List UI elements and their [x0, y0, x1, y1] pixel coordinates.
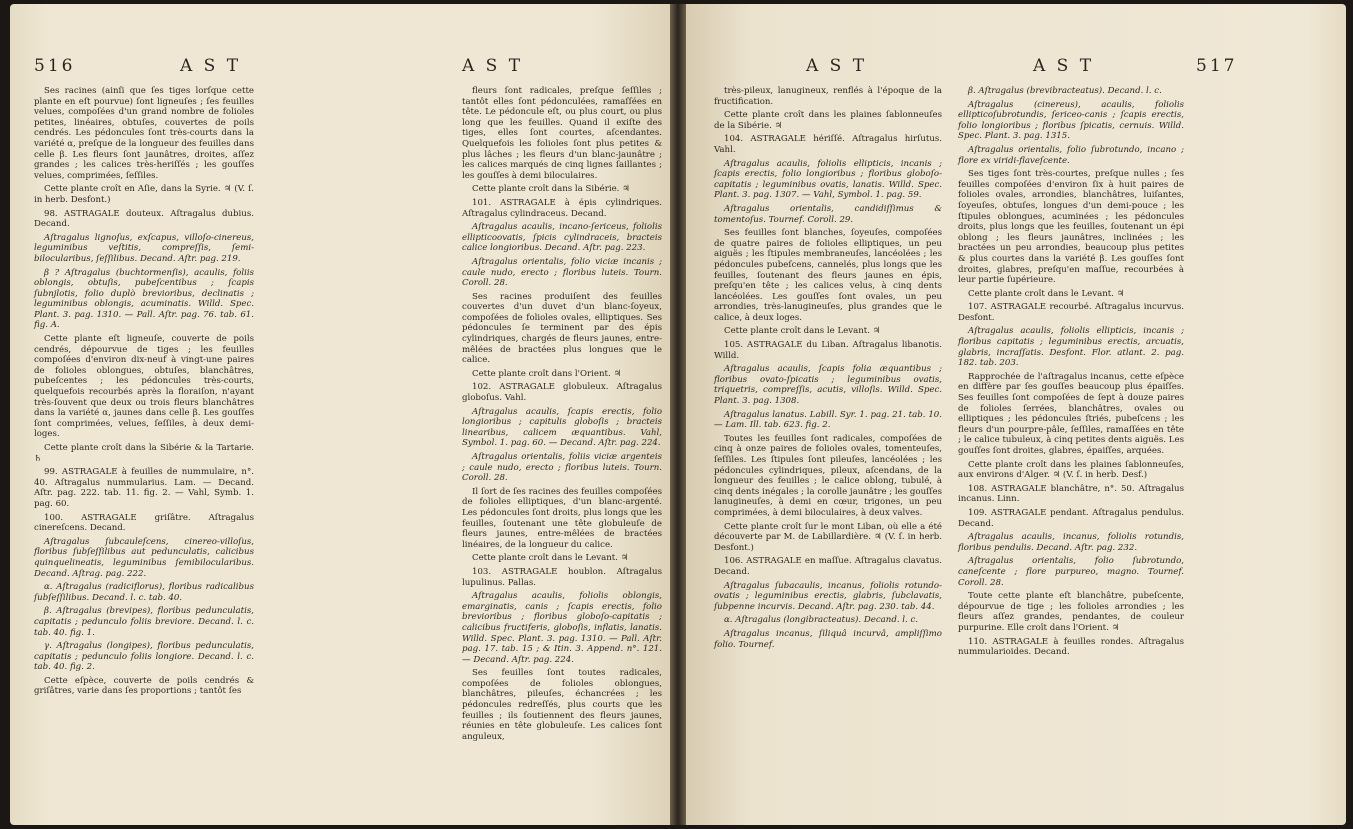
text-paragraph: Aſtragalus acaulis, ſcapis folia æquantibus ; floribus ovato-ſpicatis ; leguminibus ovatis, triquetris, compreſſis, acutis, villoſis. Willd. Spec. Plant. 3. pag. 1308. — [714, 364, 942, 407]
left-column-1 — [34, 86, 254, 700]
text-paragraph: Aſtragalus acaulis, incanus, foliolis rotundis, floribus pendulis. Decand. Aſtr. pag. 232. — [958, 532, 1184, 553]
text-paragraph: 103. ASTRAGALE houblon. Aſtragalus lupulinus. Pallas. — [462, 566, 662, 588]
text-paragraph: Cette plante croît dans la Sibérie & la Tartarie. ♄ — [34, 443, 254, 464]
text-paragraph: 107. ASTRAGALE recourbé. Aſtragalus incurvus. Desfont. — [958, 302, 1184, 323]
text-paragraph: Aſtragalus acaulis, incano-ſericeus, foliolis ellipticoovatis, ſpicis cylindraceis, bracteis calice longioribus. Decand. Aſtr. pag. 223. — [462, 222, 662, 254]
page-number-left: 516 — [34, 56, 76, 76]
text-paragraph: Aſtragalus incanus, ſiliquâ incurvâ, ampliſſimo folio. Tournef. — [714, 628, 942, 650]
text-paragraph: Aſtragalus orientalis, candidiſſimus & tomentoſus. Tournef. Coroll. 29. — [714, 203, 942, 225]
right-column-1 — [714, 86, 942, 653]
book-spread — [10, 4, 1346, 825]
text-paragraph: 109. ASTRAGALE pendant. Aſtragalus pendulus. Decand. — [958, 507, 1184, 529]
running-head-left-2: A S T — [462, 56, 524, 76]
text-paragraph: Aſtragalus ſubacaulis, incanus, foliolis rotundo-ovatis ; leguminibus erectis, glabris, ſubclavatis, ſubpenne incurvis. Decand. Aſtr. pag. 230. tab. 44. — [714, 580, 942, 612]
text-paragraph: Aſtragalus acaulis, foliolis ellipticis, incanis ; ſcapis erectis, folio longioribus ; floribus globoſo-capitatis ; leguminibus ovatis, lanatis. Willd. Spec. Plant. 3. pag. 1307. — Vahl, Symbol. 1. pag. 59. — [714, 158, 942, 201]
text-paragraph: Cette eſpèce, couverte de poils cendrés & griſâtres, varie dans ſes proportions ; tantôt ſes — [34, 675, 254, 697]
text-paragraph: Cette plante croît dans l'Orient. ♃ — [472, 368, 622, 379]
page-number-right: 517 — [1196, 56, 1238, 76]
text-paragraph: 104. ASTRAGALE hériſſé. Aſtragalus hirſutus. Vahl. — [714, 134, 942, 155]
text-paragraph: Ses racines (ainſi que ſes tiges lorſque cette plante en eſt pourvue) ſont ligneuſes ; ſes feuilles velues, compoſées d'un grand nombre de folioles petites, linéaires, obtuſes, couvertes de poils cendrés. Les pédoncules ſont très-courts dans la variété α, preſque de la longueur des feuilles dans celle β. Les fleurs ſont jaunâtres, droites, aſſez grandes ; les calices très-heriſſés ; les gouſſes velues, comprimées, ſeſſiles. — [34, 86, 254, 181]
text-paragraph: Aſtragalus orientalis, folio ſubrotundo, caneſcente ; flore purpureo, magno. Tournef. Coroll. 28. — [958, 556, 1184, 588]
text-paragraph: α. Aſtragalus (radiciflorus), floribus radicalibus ſubſeſſilibus. Decand. l. c. tab. 40. — [34, 582, 254, 603]
text-paragraph: Aſtragalus acaulis, foliolis oblongis, emarginatis, canis ; ſcapis erectis, folio brevioribus ; floribus globoſo-capitatis ; calicibus fructiferis, globoſis, inflatis, lanatis. Willd. Spec. Plant. 3. pag. 1310. — Pall. Aſtr. pag. 17. tab. 15 ; & Itin. 3. Append. n°. 121. — Decand. Aſtr. pag. 224. — [462, 591, 662, 665]
text-paragraph: 110. ASTRAGALE à feuilles rondes. Aſtragalus nummularioides. Decand. — [958, 636, 1184, 658]
text-paragraph: 98. ASTRAGALE douteux. Aſtragalus dubius. Decand. — [34, 208, 254, 230]
text-paragraph: γ. Aſtragalus (longipes), floribus pedunculatis, capitatis ; pedunculo foliis longiore. Decand. l. c. tab. 40. fig. 2. — [34, 641, 254, 673]
text-paragraph: Aſtragalus lanatus. Labill. Syr. 1. pag. 21. tab. 10. — Lam. Ill. tab. 623. fig. 2. — [714, 409, 942, 431]
text-paragraph: 102. ASTRAGALE globuleux. Aſtragalus globoſus. Vahl. — [462, 382, 662, 404]
text-paragraph: Aſtragalus orientalis, foliis viciæ argenteis ; caule nudo, erecto ; floribus luteis. Tourn. Coroll. 28. — [462, 452, 662, 484]
text-paragraph: β. Aſtragalus (brevipes), floribus pedunculatis, capitatis ; pedunculo foliis breviore. Decand. l. c. tab. 40. fig. 1. — [34, 606, 254, 638]
text-paragraph: 101. ASTRAGALE à épis cylindriques. Aſtragalus cylindraceus. Decand. — [462, 197, 662, 219]
text-paragraph: Cette plante croît dans le Levant. ♃ — [472, 553, 629, 564]
text-paragraph: Cette plante eſt ligneuſe, couverte de poils cendrés, dépourvue de tiges ; les feuilles compoſées d'environ dix-neuf à vingt-une paires de folioles oblongues, obtuſes, blanchâtres, pubeſcentes ; les pédoncules très-courts, quelquefois recourbés après la floraiſon, n'ayant très-ſouvent que deux ou trois fleurs blanchâtres dans la variété α, jaunes dans celle β. Les gouſſes ſont comprimées, velues, ſeſſiles, à deux demi-loges. — [34, 334, 254, 440]
running-head-right-1: A S T — [806, 56, 868, 76]
right-column-2 — [958, 86, 1184, 661]
left-page-header — [10, 56, 670, 80]
running-head-right-2: A S T — [1033, 56, 1095, 76]
text-paragraph: α. Aſtragalus (longibracteatus). Decand. l. c. — [724, 615, 919, 626]
left-column-2 — [462, 86, 662, 745]
text-paragraph: Ses racines produiſent des feuilles couvertes d'un duvet d'un blanc-ſoyeux, compoſées de folioles ovales, elliptiques. Ses pédoncules ſe terminent par des épis cylindriques, chargés de fleurs jaunes, entre-mêlées de bractées plus longues que le calice. — [462, 291, 662, 366]
text-paragraph: 105. ASTRAGALE du Liban. Aſtragalus libanotis. Willd. — [714, 340, 942, 361]
text-paragraph: Aſtragalus (cinereus), acaulis, foliolis ellipticoſubrotundis, ſericeo-canis ; ſcapis erectis, folio longioribus ; floribus ſpicatis, cernuis. Willd. Spec. Plant. 3. pag. 1315. — [958, 99, 1184, 142]
text-paragraph: 106. ASTRAGALE en maſſue. Aſtragalus clavatus. Decand. — [714, 556, 942, 577]
text-paragraph: Aſtragalus acaulis, ſcapis erectis, folio longioribus ; capitulis globoſis ; bracteis linearibus, calicem æquantibus. Vahl, Symbol. 1. pag. 60. — Decand. Aſtr. pag. 224. — [462, 406, 662, 449]
text-paragraph: 108. ASTRAGALE blanchâtre, n°. 50. Aſtragalus incanus. Linn. — [958, 483, 1184, 505]
text-paragraph: Cette plante croît dans le Levant. ♃ — [968, 288, 1125, 299]
text-paragraph: très-pileux, lanugineux, renflés à l'époque de la fructification. — [714, 86, 942, 107]
text-paragraph: β. Aſtragalus (brevibracteatus). Decand. l. c. — [968, 86, 1162, 96]
text-paragraph: Toute cette plante eſt blanchâtre, pubeſcente, dépourvue de tige ; les folioles arrondies ; les fleurs aſſez grandes, pendantes, de couleur purpurine. Elle croît dans l'Orient. ♃ — [958, 591, 1184, 633]
text-paragraph: 100. ASTRAGALE griſâtre. Aſtragalus cinereſcens. Decand. — [34, 512, 254, 534]
book-gutter — [670, 4, 686, 825]
text-paragraph: Ses feuilles ſont blanches, ſoyeuſes, compoſées de quatre paires de folioles elliptiques, un peu aiguës ; les ſtipules membraneuſes, lancéolées ; les pédoncules pubeſcens, cannelés, plus longs que les feuilles, ſoutenant des fleurs jaunes en épis, preſqu'en tête ; les calices velus, à cinq dents lancéolées. Les gouſſes ſont ovales, un peu arrondies, très-lanugineuſes, plus grandes que le calice, à deux loges. — [714, 228, 942, 323]
right-page-header — [686, 56, 1346, 80]
text-paragraph: Cette plante croît dans la Sibérie. ♃ — [472, 184, 630, 195]
running-head-left-1: A S T — [180, 56, 242, 76]
text-paragraph: Toutes les feuilles ſont radicales, compoſées de cinq à onze paires de folioles ovales, tomenteuſes, ſeſſiles. Les ſtipules ſont pileuſes, lancéolées ; les pédoncules cylindriques, pileux, aſcendans, de la longueur des feuilles ; le calice oblong, tubulé, à cinq dents inégales ; la corolle jaunâtre ; les gouſſes lanugineuſes, à demi en cœur, trigones, un peu comprimées, à demi biloculaires, à deux valves. — [714, 433, 942, 518]
right-page — [686, 4, 1346, 825]
text-paragraph: Ses feuilles ſont toutes radicales, compoſées de folioles oblongues, blanchâtres, pileuſes, échancrées ; les pédoncules redreſſés, plus courts que les feuilles ; ils ſoutiennent des fleurs jaunes, réunies en tête globuleuſe. Les calices ſont anguleux, — [462, 668, 662, 742]
text-paragraph: Cette plante croît dans les plaines ſablonneuſes de la Sibérie. ♃ — [714, 110, 942, 131]
text-paragraph: Cette plante croît ſur le mont Liban, où elle a été découverte par M. de Labillardière. ♃ (V. ſ. in herb. Desfont.) — [714, 521, 942, 553]
text-paragraph: Aſtragalus orientalis, folio ſubrotundo, incano ; flore ex viridi-flaveſcente. — [958, 144, 1184, 166]
text-paragraph: Aſtragalus lignoſus, exſcapus, villoſo-cinereus, leguminibus veſtitis, compreſſis, ſemi-bilocularibus, ſeſſilibus. Decand. Aſtr. pag. 219. — [34, 232, 254, 264]
text-paragraph: 99. ASTRAGALE à feuilles de nummulaire, n°. 40. Aſtragalus nummularius. Lam. — Decand. Aſtr. pag. 222. tab. 11. fig. 2. — Vahl, Symb. 1. pag. 60. — [34, 467, 254, 509]
left-page — [10, 4, 670, 825]
text-paragraph: fleurs ſont radicales, preſque ſeſſiles ; tantôt elles ſont pédonculées, ramaſſées en tête. Le pédoncule eſt, ou plus court, ou plus long que les feuilles. Quand il exiſte des tiges, elles ſont courtes, aſcendantes. Quelquefois les folioles ſont plus petites & plus lâches ; les fleurs d'un blanc-jaunâtre ; les calices marqués de cinq lignes ſaillantes ; les gouſſes à demi biloculaires. — [462, 86, 662, 181]
text-paragraph: Il ſort de ſes racines des feuilles compoſées de folioles elliptiques, d'un blanc-argenté. Les pédoncules ſont droits, plus longs que les feuilles, ſoutenant une tête globuleuſe de fleurs jaunes, entre-mêlées de bractées linéaires, de la longueur du calice. — [462, 486, 662, 550]
text-paragraph: Aſtragalus acaulis, foliolis ellipticis, incanis ; floribus capitatis ; leguminibus erectis, arcuatis, glabris, incraſſatis. Desfont. Flor. atlant. 2. pag. 182. tab. 203. — [958, 326, 1184, 369]
text-paragraph: Cette plante croît dans les plaines ſablonneuſes, aux environs d'Alger. ♃ (V. ſ. in herb. Desf.) — [958, 459, 1184, 481]
text-paragraph: Rapprochée de l'aſtragalus incanus, cette eſpèce en diffère par ſes gouſſes beaucoup plus épaiſſes. Ses feuilles ſont compoſées de ſept à douze paires de folioles ſerrées, blanchâtres, ovales ou elliptiques ; les pédoncules ſtriés, pubeſcens ; les fleurs d'un pourpre-pâle, ſeſſiles, ramaſſées en tête ; le calice tubuleux, à cinq petites dents aiguës. Les gouſſes ſont droites, glabres, épaiſſes, arquées. — [958, 371, 1184, 456]
text-paragraph: Cette plante croît en Aſie, dans la Syrie. ♃ (V. ſ. in herb. Desfont.) — [34, 184, 254, 205]
text-paragraph: β ? Aſtragalus (buchtormenſis), acaulis, foliis oblongis, obtuſis, pubeſcentibus ; ſcapis ſubnjlotis, folio duplò brevioribus, declinatis ; leguminibus oblongis, acuminatis. Willd. Spec. Plant. 3. pag. 1310. — Pall. Aſtr. pag. 76. tab. 61. fig. A. — [34, 267, 254, 331]
text-paragraph: Cette plante croît dans le Levant. ♃ — [724, 326, 881, 337]
text-paragraph: Aſtragalus ſubcauleſcens, cinereo-villoſus, floribus ſubſeſſilibus aut pedunculatis, calicibus quinquelineatis, leguminibus ſemibilocularibus. Decand. Aſtrag. pag. 222. — [34, 536, 254, 579]
text-paragraph: Aſtragalus orientalis, folio viciæ incanis ; caule nudo, erecto ; floribus luteis. Tourn. Coroll. 28. — [462, 256, 662, 289]
text-paragraph: Ses tiges ſont très-courtes, preſque nulles ; ſes feuilles compoſées d'environ ſix à huit paires de folioles ovales, arrondies, blanchâtres, luiſantes, ſoyeuſes, obtuſes, longues d'un demi-pouce ; les ſtipules oblongues, acuminées ; les pédoncules droits, plus longs que les feuilles, ſoutenant un épi oblong ; les fleurs jaunâtres, inclinées ; les bractées un peu arrondies, beaucoup plus petites & plus courtes dans la variété β. Les gouſſes ſont droites, glabres, preſqu'en maſſue, recourbées à leur partie ſupérieure. — [958, 169, 1184, 286]
